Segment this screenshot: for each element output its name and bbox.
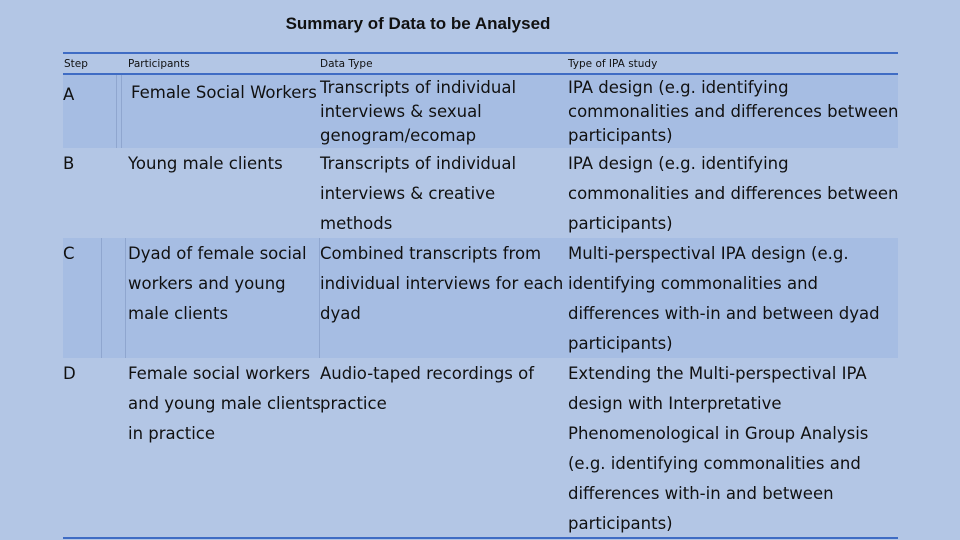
- header-participants: Participants: [128, 58, 190, 70]
- row-b-ipa-type: IPA design (e.g. identifying commonalities and differences between participants): [568, 154, 899, 233]
- row-d-ipa-type: Extending the Multi-perspectival IPA design with Interpretative Phenomenological in Group Analysis (e.g. identifying commonalities and differences with-in and between participants): [568, 364, 869, 533]
- header-data-type: Data Type: [320, 58, 373, 70]
- table-bottom-rule: [63, 537, 898, 539]
- row-b-data-type: Transcripts of individual interviews & creative methods: [320, 154, 517, 233]
- divider: [101, 238, 102, 358]
- row-a-ipa-type: IPA design (e.g. identifying commonalities and differences between participants): [568, 78, 899, 145]
- row-c-participants: Dyad of female social workers and young male clients: [128, 244, 307, 323]
- page-title: Summary of Data to be Analysed: [285, 14, 551, 33]
- row-a-data-type: Transcripts of individual interviews & sexual genogram/ecomap: [320, 78, 517, 145]
- divider: [121, 75, 122, 148]
- row-a-step: A: [63, 85, 75, 104]
- row-c-data-type: Combined transcripts from individual interviews for each dyad: [320, 244, 564, 323]
- row-b-participants: Young male clients: [128, 154, 283, 173]
- header-ipa-type: Type of IPA study: [568, 58, 658, 70]
- row-b-step: B: [63, 154, 75, 173]
- row-d-step: D: [63, 364, 76, 383]
- row-a-participants: Female Social Workers: [131, 83, 317, 102]
- row-d-data-type: Audio-taped recordings of practice: [320, 364, 535, 413]
- row-d-participants: Female social workers and young male clients in practice: [128, 364, 321, 443]
- divider: [116, 75, 117, 148]
- row-c-step: C: [63, 244, 75, 263]
- divider: [125, 238, 126, 358]
- header-step: Step: [64, 58, 88, 70]
- table-top-rule: [63, 52, 898, 54]
- row-c-ipa-type: Multi-perspectival IPA design (e.g. identifying commonalities and differences with-in and between dyad participants): [568, 244, 880, 353]
